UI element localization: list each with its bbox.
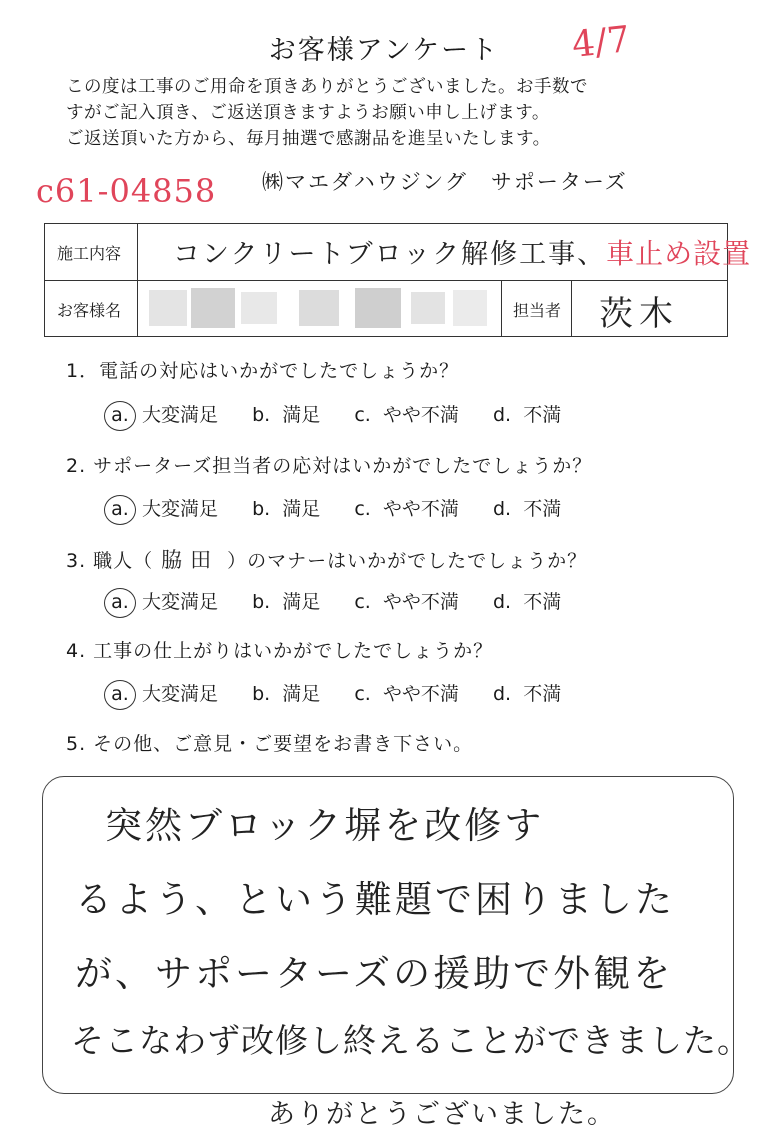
option-d[interactable]: d. — [492, 683, 512, 705]
option-c[interactable]: c. — [354, 683, 371, 705]
option-b-label: 満足 — [282, 498, 321, 520]
work-content-text: コンクリートブロック解修工事、 — [173, 239, 607, 270]
option-c-label: やや不満 — [382, 498, 459, 520]
answer-options-2 — [104, 494, 561, 525]
table-divider — [45, 280, 727, 281]
question-2: 2. サポーターズ担当者の応対はいかがでしたでしょうか？ — [66, 455, 593, 477]
intro-line: すがご記入頂き、ご返送頂きますようお願い申し上げます。 — [66, 103, 550, 123]
option-a-label: 大変満足 — [142, 498, 219, 520]
comment-line: るよう、という難題で困りました — [75, 878, 675, 921]
craftsman-name-handwritten: 脇田 — [161, 548, 220, 572]
option-a-selected[interactable]: a. — [104, 495, 136, 525]
option-b[interactable]: b. — [252, 591, 271, 613]
option-c-label: やや不満 — [382, 591, 459, 613]
answer-options-1 — [104, 400, 561, 431]
info-table — [44, 223, 752, 337]
question-3 — [66, 544, 587, 574]
intro-line: ご返送頂いた方から、毎月抽選で感謝品を進呈いたします。 — [66, 129, 551, 149]
option-b-label: 満足 — [282, 591, 321, 613]
option-a-label: 大変満足 — [142, 591, 219, 613]
answer-options-3 — [104, 587, 561, 618]
work-content-label: 施工内容 — [57, 244, 122, 263]
table-divider — [501, 280, 502, 336]
option-c-label: やや不満 — [382, 404, 459, 426]
option-b[interactable]: b. — [252, 498, 271, 520]
customer-name-redacted — [149, 284, 489, 332]
handwritten-date: 4/7 — [570, 19, 632, 66]
comment-line: 突然ブロック塀を改修す — [105, 804, 545, 847]
answer-options-4 — [104, 679, 561, 710]
option-d[interactable]: d. — [492, 404, 512, 426]
option-d[interactable]: d. — [492, 498, 512, 520]
option-d-label: 不満 — [523, 591, 562, 613]
option-b[interactable]: b. — [252, 404, 271, 426]
intro-line: この度は工事のご用命を頂きありがとうございました。お手数で — [66, 77, 588, 97]
company-name: ㈱マエダハウジング サポーターズ — [262, 170, 628, 194]
handwritten-reference-number: c61-04858 — [36, 172, 217, 210]
work-content-red-text: 車止め設置 — [606, 237, 752, 270]
option-b-label: 満足 — [282, 683, 321, 705]
option-c[interactable]: c. — [354, 404, 371, 426]
option-d-label: 不満 — [523, 404, 562, 426]
table-divider — [137, 224, 138, 336]
handwritten-thanks: ありがとうございました。 — [268, 1099, 616, 1130]
intro-text — [66, 74, 588, 152]
option-a-label: 大変満足 — [142, 404, 219, 426]
option-d-label: 不満 — [523, 498, 562, 520]
option-a-label: 大変満足 — [142, 683, 219, 705]
staff-label: 担当者 — [513, 301, 562, 320]
question-3-text-before: 3. 職人（ — [66, 550, 154, 572]
option-d-label: 不満 — [523, 683, 562, 705]
staff-name: 茨木 — [599, 294, 679, 334]
comment-line: が、サポーターズの援助で外観を — [75, 952, 674, 995]
question-4: 4. 工事の仕上がりはいかがでしたでしょうか？ — [66, 640, 494, 662]
customer-name-label: お客様名 — [57, 301, 122, 320]
option-a-selected[interactable]: a. — [104, 680, 136, 710]
survey-title: お客様アンケート — [268, 35, 500, 66]
option-d[interactable]: d. — [492, 591, 512, 613]
option-a-selected[interactable]: a. — [104, 588, 136, 618]
comment-line: そこなわず改修し終えることができました。 — [71, 1021, 751, 1060]
option-c-label: やや不満 — [382, 683, 459, 705]
option-c[interactable]: c. — [354, 591, 371, 613]
table-divider — [571, 280, 572, 336]
option-a-selected[interactable]: a. — [104, 401, 136, 431]
question-1: 1．電話の対応はいかがでしたでしょうか？ — [66, 360, 460, 382]
question-5: 5. その他、ご意見・ご要望をお書き下さい。 — [66, 733, 474, 755]
option-b-label: 満足 — [282, 404, 321, 426]
question-3-text-after: ）のマナーはいかがでしたでしょうか？ — [227, 550, 588, 572]
option-b[interactable]: b. — [252, 683, 271, 705]
option-c[interactable]: c. — [354, 498, 371, 520]
work-content-value — [173, 232, 751, 272]
comment-box[interactable] — [42, 776, 751, 1094]
